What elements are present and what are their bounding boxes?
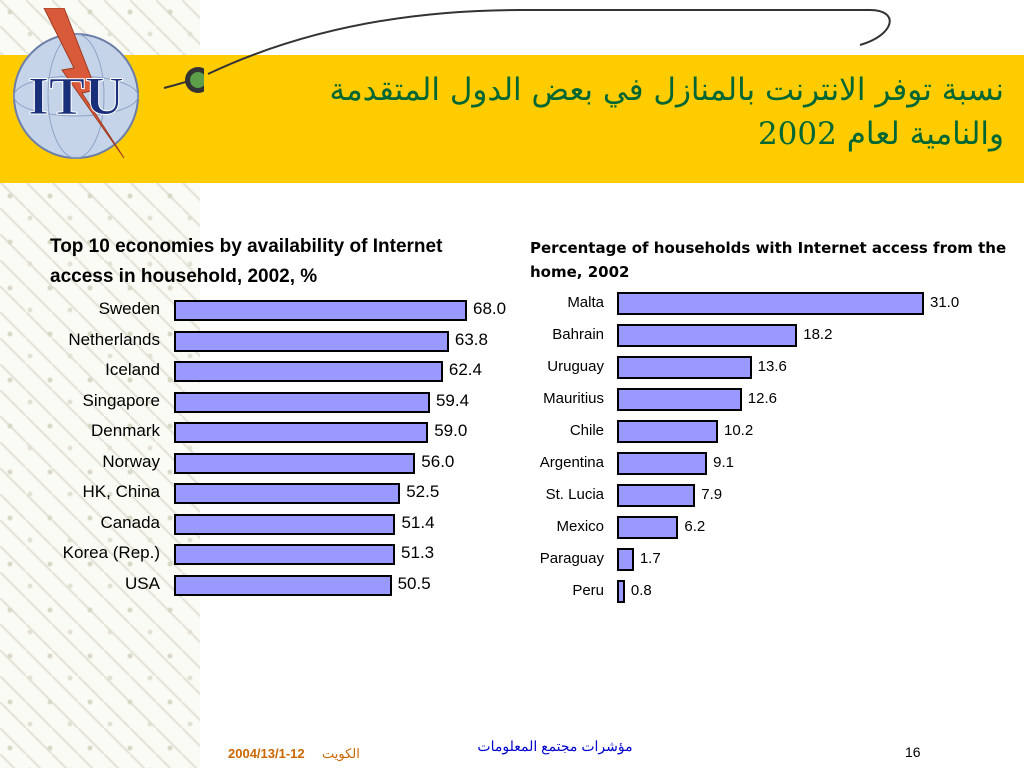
category-label: Peru bbox=[572, 582, 604, 599]
data-label: 10.2 bbox=[724, 422, 754, 439]
bar bbox=[174, 483, 400, 504]
bar bbox=[174, 300, 467, 321]
category-label: HK, China bbox=[82, 482, 160, 501]
data-label: 51.3 bbox=[401, 543, 435, 562]
bar bbox=[617, 516, 678, 539]
bar bbox=[617, 388, 742, 411]
footer-title: مؤشرات مجتمع المعلومات bbox=[477, 738, 633, 754]
category-label: Mexico bbox=[556, 518, 604, 535]
category-label: Korea (Rep.) bbox=[62, 543, 160, 562]
page-number: 16 bbox=[905, 744, 921, 760]
data-label: 1.7 bbox=[639, 550, 661, 567]
bar bbox=[617, 356, 752, 379]
category-label: Mauritius bbox=[543, 390, 604, 407]
data-label: 31.0 bbox=[930, 294, 960, 311]
logo-text: ITU bbox=[27, 66, 125, 126]
category-label: Netherlands bbox=[68, 329, 160, 349]
data-label: 63.8 bbox=[454, 329, 488, 349]
data-label: 51.4 bbox=[401, 512, 435, 532]
data-label: 13.6 bbox=[757, 358, 787, 375]
category-label: Chile bbox=[569, 422, 604, 439]
category-label: Uruguay bbox=[547, 358, 604, 375]
data-label: 9.1 bbox=[713, 454, 734, 471]
bar bbox=[174, 575, 392, 596]
footer-date: 2004/13/1-12 bbox=[228, 746, 305, 761]
bar bbox=[617, 580, 625, 603]
slide-title bbox=[244, 68, 1004, 156]
category-label: Malta bbox=[567, 294, 604, 311]
bar bbox=[174, 544, 395, 565]
data-label: 50.5 bbox=[397, 573, 431, 593]
bar bbox=[174, 331, 449, 352]
bar bbox=[617, 484, 695, 507]
slide-title-line1: نسبة توفر الانترنت بالمنازل في بعض الدول المتقدمة bbox=[329, 72, 1004, 108]
data-label: 56.0 bbox=[421, 451, 455, 471]
data-label: 52.5 bbox=[406, 482, 440, 501]
bar bbox=[174, 453, 415, 474]
bar bbox=[617, 324, 797, 347]
data-label: 59.0 bbox=[434, 421, 468, 440]
category-label: Singapore bbox=[82, 390, 160, 410]
category-label: Norway bbox=[102, 451, 160, 471]
data-label: 18.2 bbox=[803, 326, 833, 343]
category-label: St. Lucia bbox=[545, 486, 604, 503]
bar bbox=[617, 292, 924, 315]
bar bbox=[174, 514, 395, 535]
category-label: Denmark bbox=[91, 421, 160, 440]
data-label: 68.0 bbox=[473, 299, 507, 318]
left-chart-title: Top 10 economies by availability of Internet access in household, 2002, % bbox=[50, 236, 443, 287]
data-label: 62.4 bbox=[448, 360, 482, 379]
data-label: 7.9 bbox=[701, 486, 723, 503]
bar bbox=[174, 422, 428, 443]
right-chart-title: Percentage of households with Internet access from the home, 2002 bbox=[530, 239, 1007, 281]
bar bbox=[617, 420, 718, 443]
category-label: Paraguay bbox=[539, 550, 604, 567]
category-label: Sweden bbox=[98, 299, 160, 318]
bar bbox=[174, 392, 430, 413]
bar bbox=[617, 548, 634, 571]
category-label: USA bbox=[125, 573, 160, 593]
data-label: 12.6 bbox=[747, 390, 777, 407]
bar bbox=[174, 361, 443, 382]
data-label: 59.4 bbox=[435, 390, 470, 410]
slide-title-line2: والنامية لعام 2002 bbox=[757, 116, 1004, 152]
itu-logo bbox=[4, 8, 204, 188]
category-label: Bahrain bbox=[552, 326, 604, 343]
category-label: Argentina bbox=[539, 454, 604, 471]
data-label: 0.8 bbox=[630, 582, 652, 599]
footer-city: الكويت bbox=[322, 746, 360, 761]
category-label: Canada bbox=[100, 512, 160, 532]
category-label: Iceland bbox=[105, 360, 160, 379]
bar bbox=[617, 452, 707, 475]
data-label: 6.2 bbox=[684, 518, 706, 535]
